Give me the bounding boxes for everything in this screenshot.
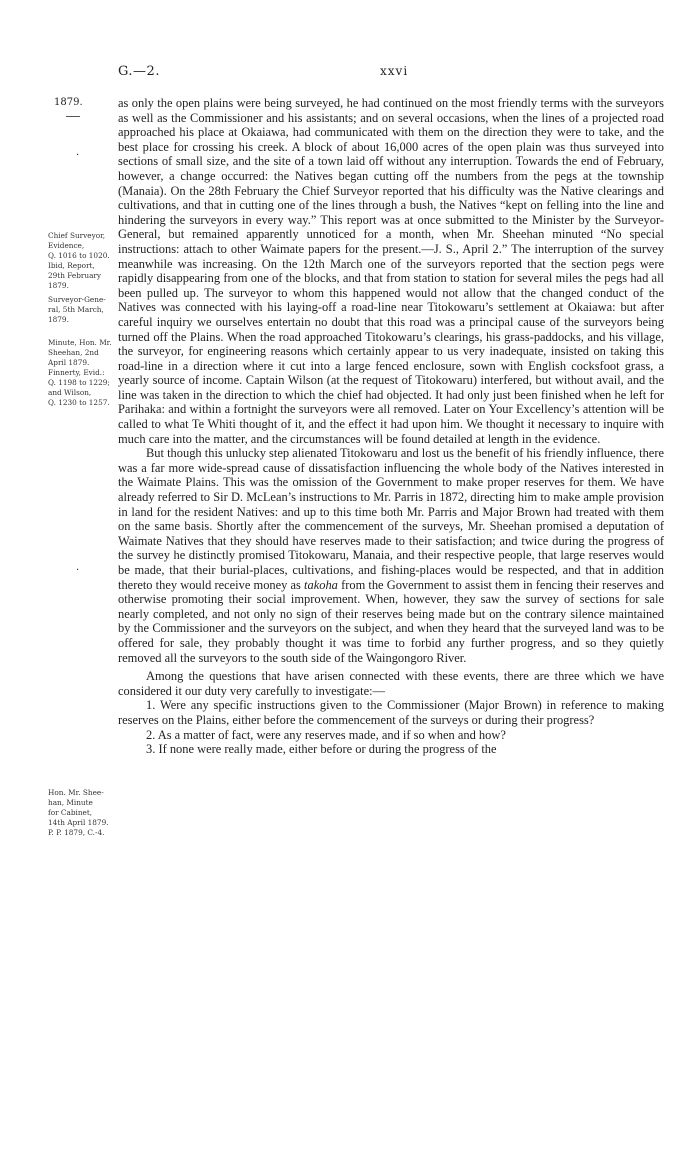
margin-note-surveyor-general: Surveyor-Gene- ral, 5th March, 1879. — [48, 295, 106, 324]
paragraph: Among the questions that have arisen connected with these events, there are three which we have considered it our duty very carefully to investigate:— — [118, 669, 664, 698]
paragraph-text: from the Government to assist them in fencing their reserves and otherwise promoting their social improvement. When, however, they saw the survey of sections for sale nearly completed, and not only no sign of their reserves being made but on the contrary silence maintained by the Commissioner and the surveyors on the subject, and when they heard that the surveyed land was to be offered for sale, they probably thought it was time to forbid any further progress, and so they quietly removed all the surveyors to the south side of the Waingongoro River. — [118, 577, 665, 665]
question-item: 1. Were any specific instructions given to the Commissioner (Major Brown) in reference to making reserves on the Plains, either before the commencement of the surveys or during their progress? — [118, 698, 664, 727]
maori-term: takoha — [304, 577, 338, 592]
page-header — [0, 64, 700, 80]
margin-note-chief-surveyor: Chief Surveyor, Evidence, Q. 1016 to 1020. Ibid, Report, 29th February 1879. — [48, 231, 110, 290]
question-item: 2. As a matter of fact, were any reserves made, and if so when and how? — [146, 727, 506, 742]
body-text — [118, 96, 664, 757]
year-rule — [66, 116, 80, 117]
paragraph — [118, 446, 664, 665]
margin-mark: · — [76, 150, 80, 161]
question-item: 3. If none were really made, either before or during the progress of the — [146, 742, 497, 757]
margin-note-sheehan-minute: Minute, Hon. Mr. Sheehan, 2nd April 1879. Finnerty, Evid.: Q. 1198 to 1229; and Wilson, Q. 1230 to 1257. — [48, 338, 112, 407]
page-number: xxvi — [380, 64, 409, 78]
paragraph-text: But though this unlucky step alienated Titokowaru and lost us the benefit of his friendly influence, there was a far more wide-spread cause of dissatisfaction influencing the whole body of the Natives interested in the Waimate Plains. This was the omission of the Government to make proper reserves for them. We have already referred to Sir D. McLean’s instructions to Mr. Parris in 1872, directing him to make ample provision in land for the resident Natives: and up to this time both Mr. Parris and Major Brown had treated with them on the same basis. Shortly after the commencement of the surveys, Mr. Sheehan promised a deputation of Waimate Natives that they should have reserves made to their satisfaction; and twice during the progress of the survey he distinctly promised Titokowaru, Manaia, and their respective people, that large reserves would be made, that their burial-places, cultivations, and fishing-places would be respected, and that in addition thereto they would receive money as — [118, 446, 664, 592]
margin-note-cabinet-minute: Hon. Mr. Shee- han, Minute for Cabinet, 14th April 1879. P. P. 1879, C.-4. — [48, 788, 109, 837]
margin-year: 1879. — [54, 97, 83, 108]
margin-mark: · — [76, 565, 80, 576]
paragraph: as only the open plains were being surveyed, he had continued on the most friendly terms with the surveyors as well as the Commissioner and his assistants; and on several occasions, when the lines of a projected road approached his place at Okaiawa, had communicated with them on the direction they were to take, and the best place for crossing his creek. A block of about 16,000 acres of the open plain was thus surveyed into sections of small size, and the site of a town laid off without any interruption. Towards the end of February, however, a change occurred: the Natives began cutting off the numbers from the pegs at the township (Manaia). On the 28th February the Chief Surveyor reported that his difficulty was the Native clearings and cultivations, and that in cutting one of the lines through a bush, the Natives “kept on felling into the line and hindering the surveyors in every way.” This report was at once submitted to the Minister by the Surveyor-General, but remained apparently unnoticed for a month, when Mr. Sheehan minuted “No special instructions: attach to other Waimate papers for the present.—J. S., April 2.” The interruption of the survey meanwhile was increasing. On the 12th March one of the surveyors reported that the section pegs were rapidly disappearing from one of the blocks, and that from station to station for several miles the pegs had all been pulled up. The surveyor to whom this happened would not allow that the changed conduct of the Natives was connected with his laying-off a road-line near Titokowaru’s settlement at Okaiawa: but after careful inquiry we ourselves entertain no doubt that this road was a principal cause of the surveyors being turned off the Plains. When the road approached Titokowaru’s clearings, his grass-paddocks, and his village, the surveyor, for engineering reasons which certainly appear to us very inadequate, insisted on taking this road-line in a direction where it cut into a large fenced enclosure, sown with English cocksfoot grass, a yearly source of income. Captain Wilson (at the request of Titokowaru) interfered, but without avail, and the line was taken in the direction to which the chief had objected. It had only just been finished when he left for Parihaka: and within a fortnight the surveyors were all removed. Later on Your Excellency’s attention will be called to what Te Whiti thought of it, and the effect it had upon him. We thought it necessary to inquire with much care into the matter, and the circumstances will be found detailed at length in the evidence. — [118, 96, 664, 446]
document-code: G.—2. — [118, 64, 160, 79]
